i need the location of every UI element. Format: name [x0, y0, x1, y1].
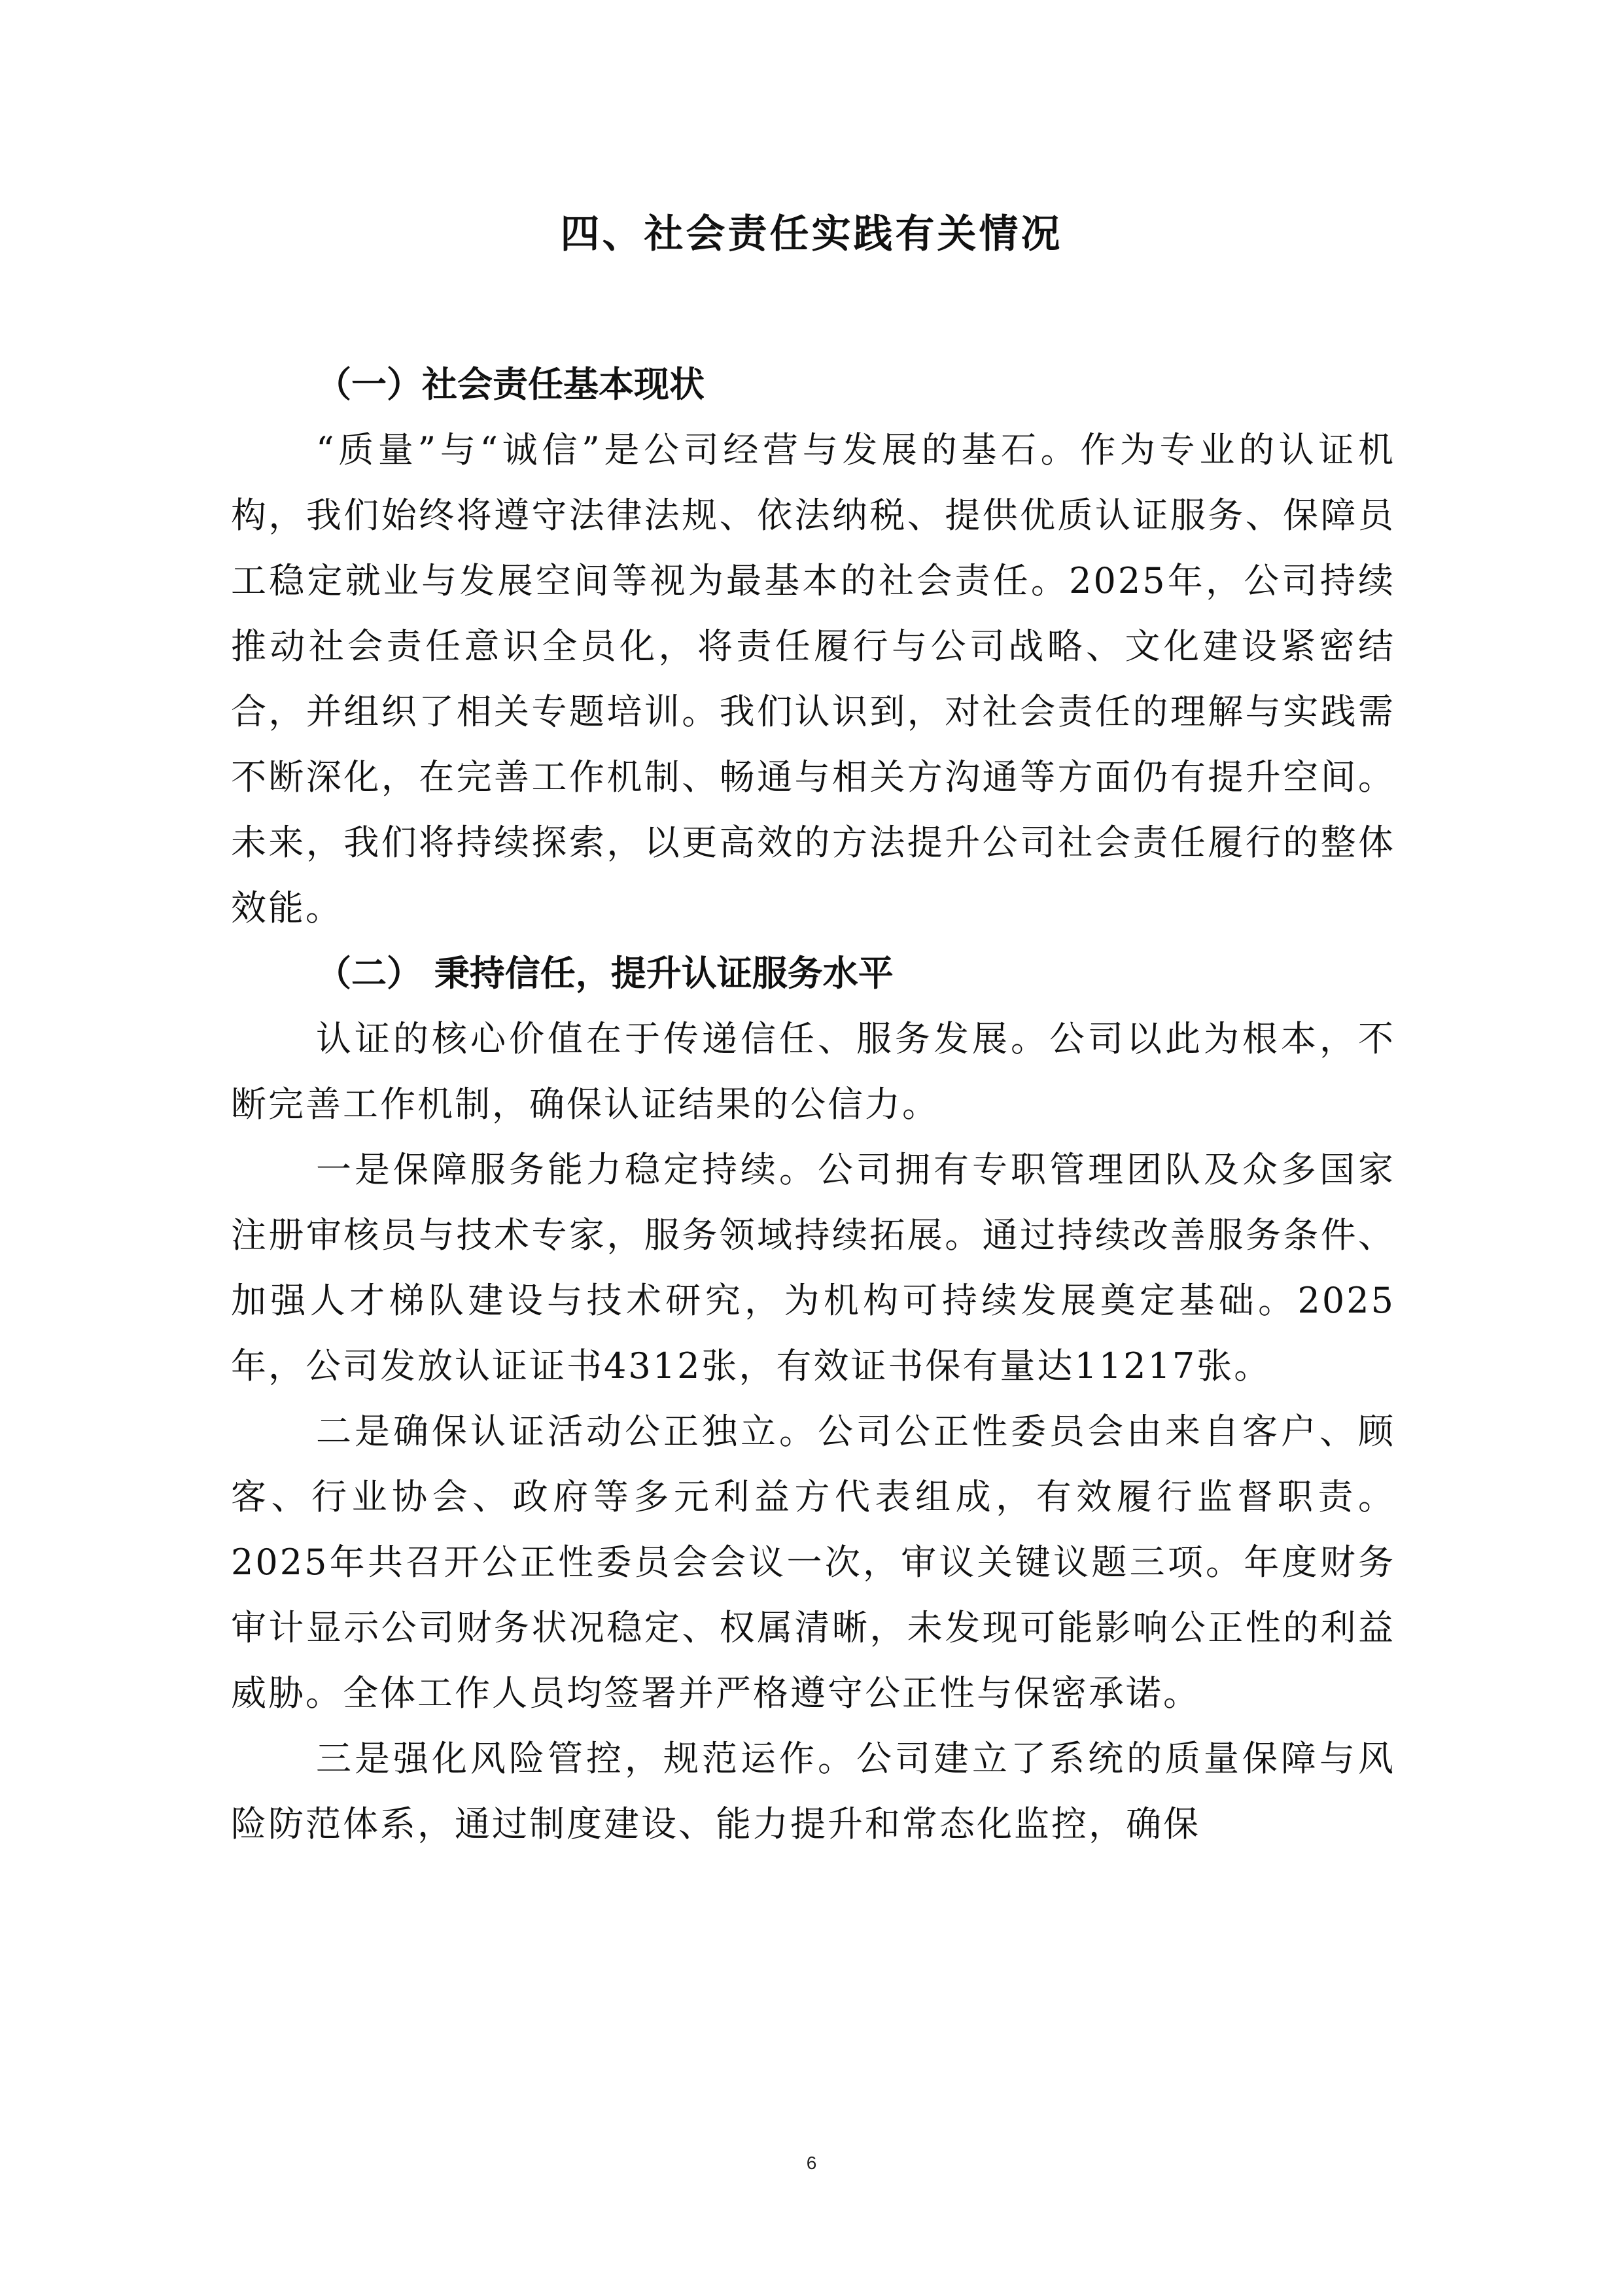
paragraph: 认证的核心价值在于传递信任、服务发展。公司以此为根本，不断完善工作机制，确保认证结果的公信力。	[231, 1018, 1395, 1125]
page-number: 6	[806, 2153, 817, 2173]
paragraph: 二是确保认证活动公正独立。公司公正性委员会由来自客户、顾客、行业协会、政府等多元利益方代表组成，有效履行监督职责。2025年共召开公正性委员会会议一次，审议关键议题三项。年度财务审计显示公司财务状况稳定、权属清晰，未发现可能影响公正性的利益威胁。全体工作人员均签署并严格遵守公正性与保密承诺。	[231, 1411, 1395, 1714]
section-heading-2: （二） 秉持信任，提升认证服务水平	[316, 953, 894, 994]
paragraph: “质量”与“诚信”是公司经营与发展的基石。作为专业的认证机构，我们始终将遵守法律法规、依法纳税、提供优质认证服务、保障员工稳定就业与发展空间等视为最基本的社会责任。2025年，公司持续推动社会责任意识全员化，将责任履行与公司战略、文化建设紧密结合，并组织了相关专题培训。我们认识到，对社会责任的理解与实践需不断深化，在完善工作机制、畅通与相关方沟通等方面仍有提升空间。未来，我们将持续探索，以更高效的方法提升公司社会责任履行的整体效能。	[231, 429, 1395, 928]
paragraph: 三是强化风险管控，规范运作。公司建立了系统的质量保障与风险防范体系，通过制度建设、能力提升和常态化监控，确保	[231, 1738, 1395, 1845]
section-heading-1: （一）社会责任基本现状	[316, 364, 705, 405]
paragraph: 一是保障服务能力稳定持续。公司拥有专职管理团队及众多国家注册审核员与技术专家，服务领域持续拓展。通过持续改善服务条件、加强人才梯队建设与技术研究，为机构可持续发展奠定基础。2025年，公司发放认证证书4312张，有效证书保有量达11217张。	[231, 1149, 1395, 1386]
page-title: 四、社会责任实践有关情况	[560, 211, 1063, 257]
body-text	[231, 352, 1395, 1857]
